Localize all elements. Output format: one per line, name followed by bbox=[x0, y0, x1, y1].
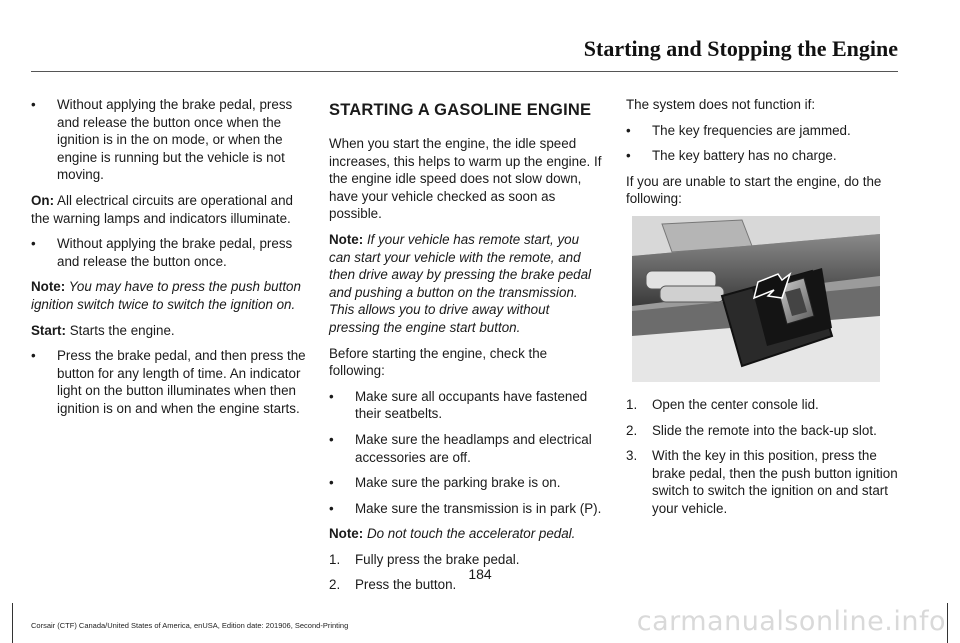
numbered-step bbox=[626, 422, 898, 440]
bullet-text: Without applying the brake pedal, press and release the button once. bbox=[57, 236, 293, 269]
header-divider bbox=[31, 71, 898, 72]
step-number: 2. bbox=[329, 577, 341, 593]
paragraph: When you start the engine, the idle speed increases, this helps to warm up the engine. If the engine idle speed does not slow down, have your vehicle checked as soon as possible. bbox=[329, 136, 602, 222]
bullet-marker: • bbox=[31, 97, 36, 112]
bullet-text: Press the brake pedal, and then press the button for any length of time. An indicator light on the button illuminates when then ignition is on and when the engine starts. bbox=[57, 348, 306, 416]
note-text: Do not touch the accelerator pedal. bbox=[363, 526, 576, 542]
step-text: With the key in this position, press the brake pedal, then the push button ignition switch to switch the ignition on and start your vehicle. bbox=[652, 448, 898, 516]
note-text: If your vehicle has remote start, you can start your vehicle with the remote, and then drive away by pressing the brake pedal and pushing a button on the transmission. This allows you to drive away without pressing the engine start button. bbox=[329, 231, 592, 335]
bullet-item bbox=[626, 122, 898, 140]
step-number: 3. bbox=[626, 448, 638, 464]
bullet-text: Make sure the parking brake is on. bbox=[355, 475, 561, 491]
bullet-item bbox=[329, 474, 603, 492]
bullet-marker: • bbox=[329, 431, 334, 447]
page-header-title: Starting and Stopping the Engine bbox=[583, 36, 898, 61]
numbered-step bbox=[626, 447, 898, 517]
bullet-item bbox=[329, 388, 603, 423]
bullet-marker: • bbox=[329, 475, 334, 491]
start-text: Starts the engine. bbox=[65, 322, 175, 338]
bullet-marker: • bbox=[626, 148, 631, 164]
step-number: 2. bbox=[626, 422, 638, 438]
paragraph: Before starting the engine, check the following: bbox=[329, 345, 548, 379]
bullet-item bbox=[31, 235, 307, 270]
bullet-marker: • bbox=[626, 122, 631, 138]
bullet-item bbox=[329, 500, 603, 518]
step-number: 1. bbox=[626, 396, 638, 412]
paragraph-on bbox=[31, 192, 307, 227]
bullet-marker: • bbox=[329, 388, 334, 404]
step-text: Press the button. bbox=[355, 577, 457, 593]
step-text: Open the center console lid. bbox=[652, 396, 819, 412]
on-label: On: bbox=[31, 192, 55, 208]
crop-mark-left bbox=[12, 603, 13, 643]
note-paragraph bbox=[31, 278, 307, 313]
bullet-marker: • bbox=[31, 348, 36, 364]
paragraph: The system does not function if: bbox=[626, 97, 816, 112]
note-text: You may have to press the push button ignition switch twice to switch the ignition on. bbox=[31, 279, 301, 312]
on-text: All electrical circuits are operational and the warning lamps and indicators illuminate. bbox=[31, 192, 293, 226]
section-heading: STARTING A GASOLINE ENGINE bbox=[329, 101, 592, 119]
numbered-step bbox=[626, 396, 898, 414]
bullet-item bbox=[31, 96, 307, 184]
edition-footer: Corsair (CTF) Canada/United States of America, enUSA, Edition date: 201906, Second-Printing bbox=[31, 621, 349, 630]
bullet-marker: • bbox=[31, 236, 36, 252]
paragraph: If you are unable to start the engine, do the following: bbox=[626, 173, 882, 207]
step-text: Slide the remote into the back-up slot. bbox=[652, 422, 877, 438]
bullet-text: Without applying the brake pedal, press and release the button once when the ignition is in the on mode, or when the engine is running but the vehicle is not moving. bbox=[57, 97, 293, 183]
bullet-item bbox=[31, 347, 307, 417]
column-middle bbox=[329, 96, 603, 602]
page-number: 184 bbox=[468, 566, 492, 582]
note-paragraph bbox=[329, 525, 603, 543]
bullet-text: Make sure all occupants have fastened their seatbelts. bbox=[355, 388, 588, 422]
start-label: Start: bbox=[31, 322, 66, 338]
note-label: Note: bbox=[329, 526, 364, 542]
bullet-text: The key frequencies are jammed. bbox=[652, 122, 851, 138]
bullet-text: Make sure the headlamps and electrical accessories are off. bbox=[355, 431, 592, 465]
step-text: Fully press the brake pedal. bbox=[355, 551, 520, 567]
bullet-item bbox=[626, 147, 898, 165]
crop-mark-right bbox=[947, 603, 948, 643]
note-label: Note: bbox=[329, 231, 364, 247]
bullet-text: Make sure the transmission is in park (P). bbox=[355, 500, 602, 516]
watermark-text: carmanualsonline.info bbox=[636, 606, 946, 637]
bullet-text: The key battery has no charge. bbox=[652, 148, 837, 164]
note-paragraph bbox=[329, 231, 603, 337]
bullet-item bbox=[329, 431, 603, 466]
step-number: 1. bbox=[329, 551, 341, 567]
console-backup-slot-illustration bbox=[632, 216, 880, 382]
paragraph-start bbox=[31, 322, 307, 340]
column-left bbox=[31, 96, 307, 426]
console-illustration-svg bbox=[632, 216, 880, 382]
bullet-marker: • bbox=[329, 500, 334, 516]
note-label: Note: bbox=[31, 279, 66, 295]
column-right bbox=[626, 96, 898, 526]
